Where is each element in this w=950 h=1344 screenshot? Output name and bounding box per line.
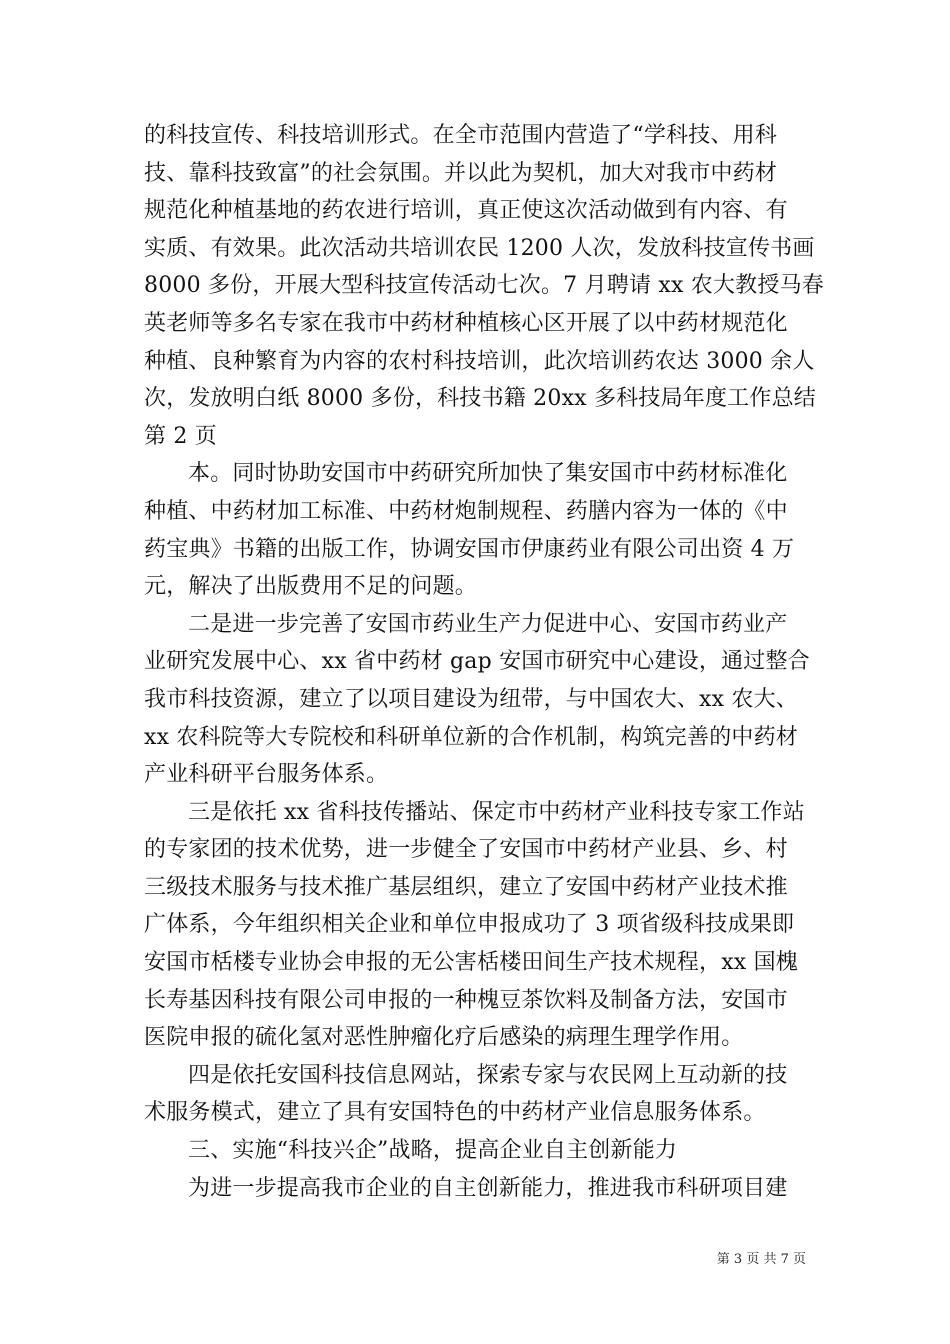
- text-line: 的专家团的技术优势，进一步健全了安国市中药材产业县、乡、村: [144, 837, 788, 863]
- text-line: 三是依托 xx 省科技传播站、保定市中药材产业科技专家工作站: [188, 799, 805, 825]
- text-line: 为进一步提高我市企业的自主创新能力，推进我市科研项目建: [188, 1175, 788, 1201]
- paragraph-2: [144, 455, 808, 605]
- text-line: 产业科研平台服务体系。: [144, 762, 389, 788]
- text-line: 8000 多份，开展大型科技宣传活动七次。7 月聘请 xx 农大教授马春: [144, 273, 824, 299]
- text-line: 长寿基因科技有限公司申报的一种槐豆茶饮料及制备方法，安国市: [144, 987, 788, 1013]
- paragraph-5: [144, 1057, 808, 1132]
- text-line: 次，发放明白纸 8000 多份，科技书籍 20xx 多科技局年度工作总结: [144, 386, 816, 412]
- text-line: 药宝典》书籍的出版工作，协调安国市伊康药业有限公司出资 4 万: [144, 536, 795, 562]
- text-line: 技、靠科技致富”的社会氛围。并以此为契机，加大对我市中药材: [144, 160, 778, 186]
- text-line: 第 2 页: [144, 423, 217, 449]
- text-line: 本。同时协助安国市中药研究所加快了集安国市中药材标准化: [188, 461, 788, 487]
- paragraph-4: [144, 794, 808, 1057]
- text-line: 种植、良种繁育为内容的农村科技培训，此次培训药农达 3000 余人: [144, 348, 815, 374]
- text-line: 广体系，今年组织相关企业和单位申报成功了 3 项省级科技成果即: [144, 912, 795, 938]
- document-body: [144, 117, 824, 1207]
- paragraph-1: [144, 117, 824, 455]
- paragraph-7: [144, 1170, 808, 1208]
- text-line: 医院申报的硫化氢对恶性肿瘤化疗后感染的病理生理学作用。: [144, 1025, 744, 1051]
- text-line: 安国市栝楼专业协会申报的无公害栝楼田间生产技术规程，xx 国槐: [144, 950, 799, 976]
- section-heading: [144, 1132, 808, 1170]
- text-line: 的科技宣传、科技培训形式。在全市范围内营造了“学科技、用科: [144, 123, 778, 148]
- text-line: 术服务模式，建立了具有安国特色的中药材产业信息服务体系。: [144, 1100, 766, 1126]
- text-line: 元，解决了出版费用不足的问题。: [144, 574, 478, 600]
- page-number-footer: 第 3 页 共 7 页: [716, 1252, 806, 1267]
- text-line: 四是依托安国科技信息网站，探索专家与农民网上互动新的技: [188, 1062, 788, 1088]
- text-line: 三级技术服务与技术推广基层组织，建立了安国中药材产业技术推: [144, 874, 788, 900]
- paragraph-3: [144, 606, 808, 794]
- text-line: 三、实施“科技兴企”战略，提高企业自主创新能力: [188, 1138, 678, 1164]
- text-line: 二是进一步完善了安国市药业生产力促进中心、安国市药业产: [188, 611, 788, 637]
- text-line: 业研究发展中心、xx 省中药材 gap 安国市研究中心建设，通过整合: [144, 649, 810, 675]
- text-line: 英老师等多名专家在我市中药材种植核心区开展了以中药材规范化: [144, 310, 788, 336]
- text-line: 我市科技资源，建立了以项目建设为纽带，与中国农大、xx 农大、: [144, 686, 799, 712]
- text-line: 种植、中药材加工标准、中药材炮制规程、药膳内容为一体的《中: [144, 498, 788, 524]
- text-line: 规范化种植基地的药农进行培训，真正使这次活动做到有内容、有: [144, 198, 788, 224]
- text-line: 实质、有效果。此次活动共培训农民 1200 人次，发放科技宣传书画: [144, 235, 815, 261]
- text-line: xx 农科院等大专院校和科研单位新的合作机制，构筑完善的中药材: [144, 724, 799, 750]
